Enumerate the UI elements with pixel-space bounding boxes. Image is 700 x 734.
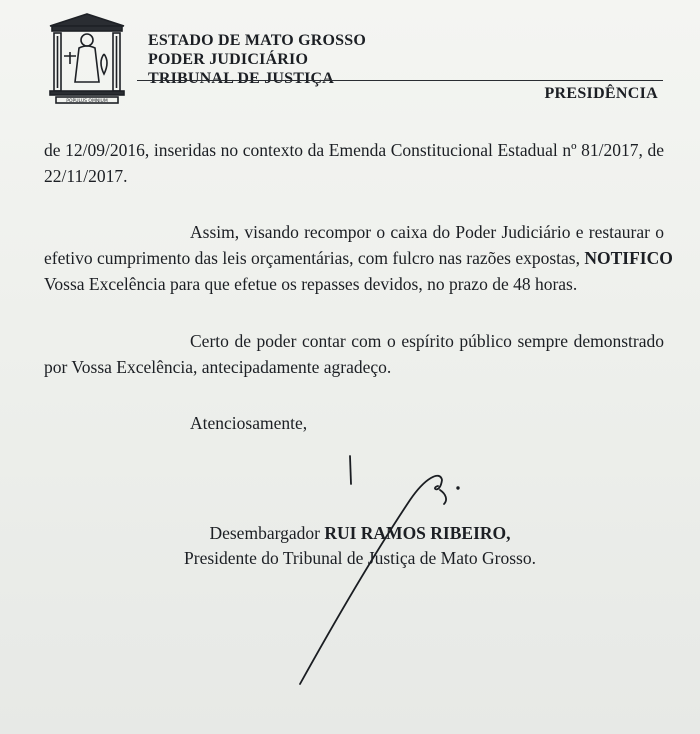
seal-motto: POPULUS OMNIUM xyxy=(66,99,108,104)
signer-title: Desembargador xyxy=(209,523,320,543)
signer-title-line xyxy=(160,521,560,546)
department-label: PRESIDÊNCIA xyxy=(544,85,658,102)
state-name: ESTADO DE MATO GROSSO xyxy=(148,32,367,49)
closing-greeting: Atenciosamente, xyxy=(190,413,308,433)
notifico-word: NOTIFICO xyxy=(584,248,673,268)
court-name: TRIBUNAL DE JUSTIÇA xyxy=(148,70,335,87)
p1-line-1: de 12/09/2016, inseridas no contexto da Emenda Constitucional Estadual nº 81/2017, de xyxy=(44,140,664,160)
court-seal-icon xyxy=(44,12,130,104)
p2-line-3: Vossa Excelência para que efetue os repasses devidos, no prazo de 48 horas. xyxy=(44,274,578,294)
signer-block xyxy=(160,521,560,571)
p2-line-2 xyxy=(44,245,673,271)
signer-name: RUI RAMOS RIBEIRO, xyxy=(324,523,511,543)
p1-line-2: 22/11/2017. xyxy=(44,166,128,186)
p3-line-2: por Vossa Excelência, antecipadamente agradeço. xyxy=(44,357,392,377)
branch-name: PODER JUDICIÁRIO xyxy=(148,51,309,68)
header-rule xyxy=(137,80,663,81)
signer-role: Presidente do Tribunal de Justiça de Mato Grosso. xyxy=(184,548,536,568)
paragraph-2 xyxy=(44,219,673,297)
p3-line-1: Certo de poder contar com o espírito público sempre demonstrado xyxy=(190,331,664,351)
paragraph-1 xyxy=(44,137,664,189)
p2-line-2-text: efetivo cumprimento das leis orçamentárias, com fulcro nas razões expostas, xyxy=(44,248,580,268)
p2-line-1: Assim, visando recompor o caixa do Poder Judiciário e restaurar o xyxy=(190,222,664,242)
paragraph-3 xyxy=(44,328,664,380)
